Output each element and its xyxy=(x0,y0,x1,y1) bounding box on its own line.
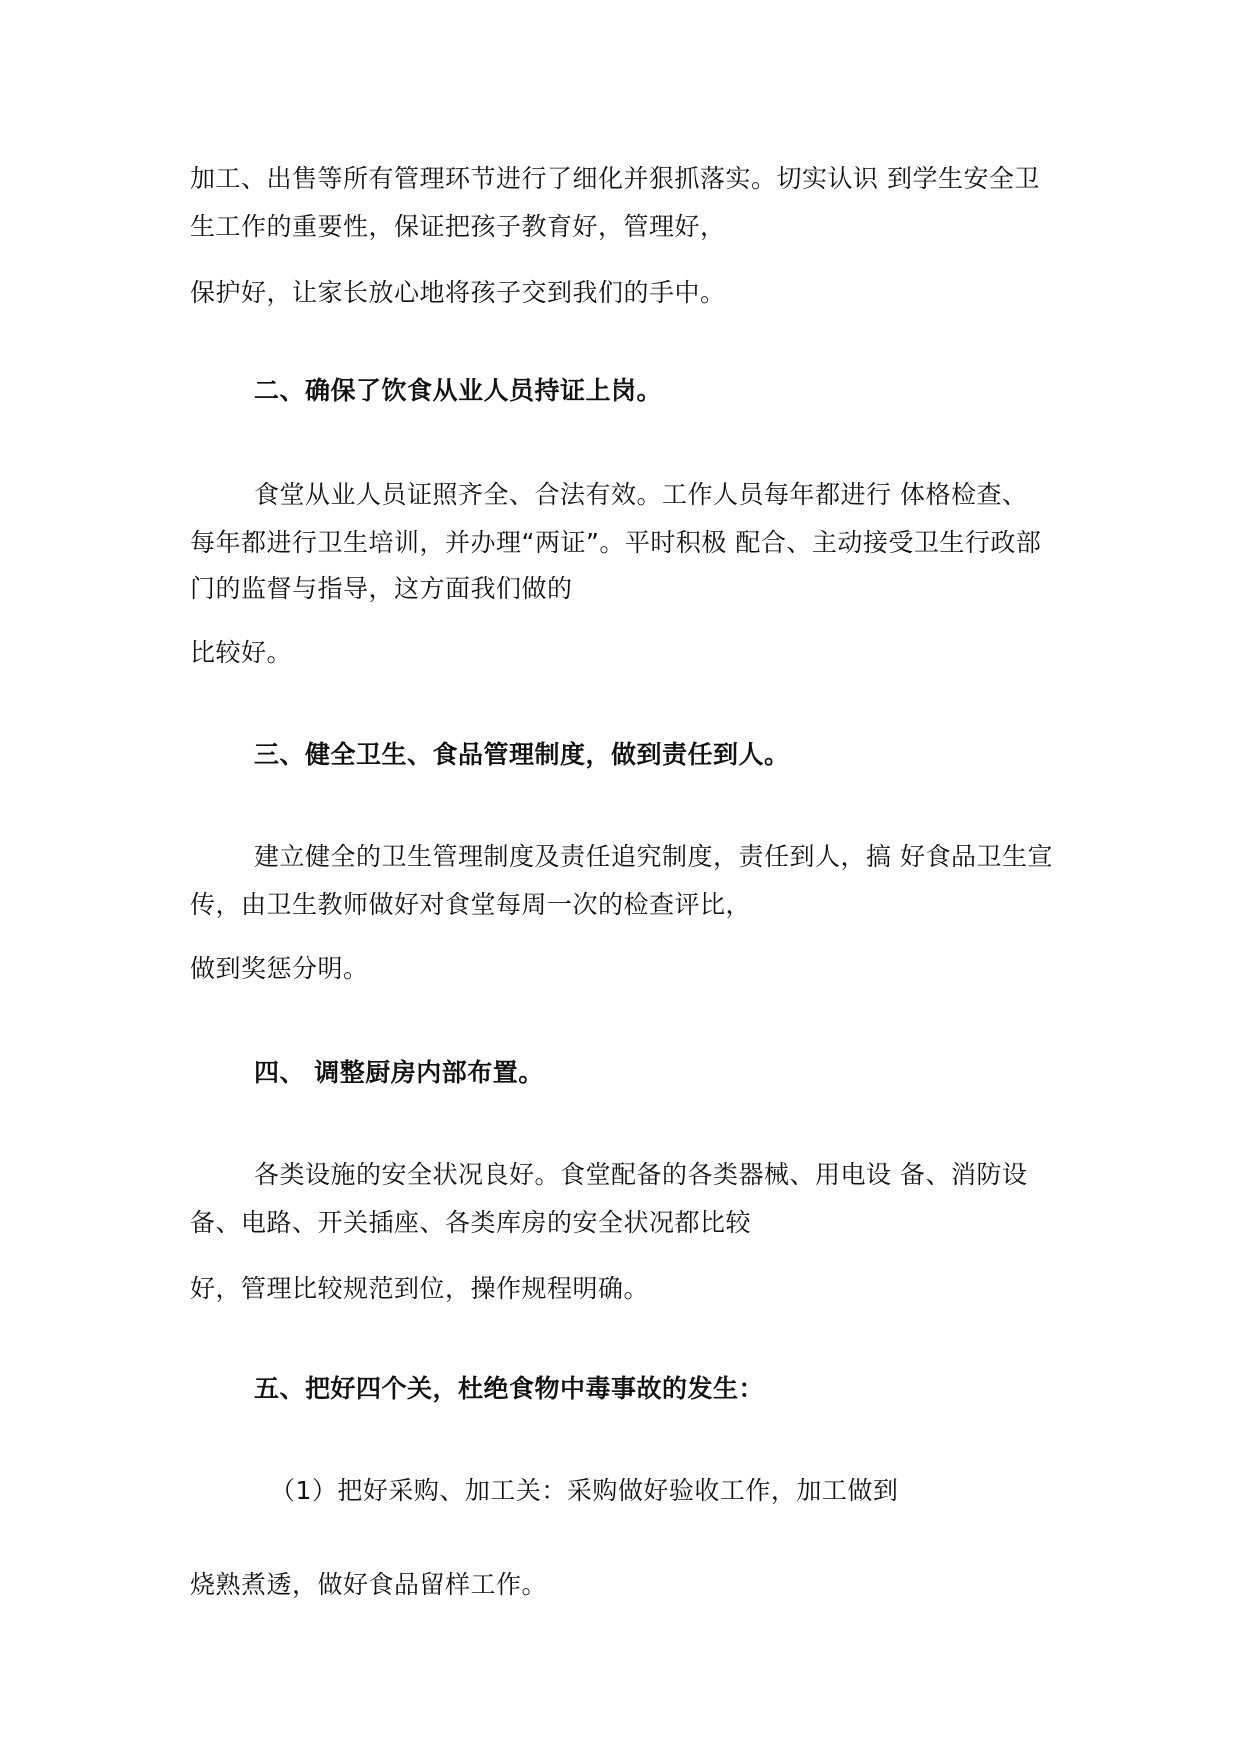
paragraph-line: 各类设施的安全状况良好。食堂配备的各类器械、用电设 备、消防设 xyxy=(254,1160,1028,1189)
section-heading: 四、 调整厨房内部布置。 xyxy=(254,1058,544,1087)
paragraph-line: 传，由卫生教师做好对食堂每周一次的检查评比， xyxy=(190,890,752,919)
paragraph-line: 比较好。 xyxy=(190,638,293,667)
paragraph-line: 每年都进行卫生培训，并办理“两证”。平时积极 配合、主动接受卫生行政部 xyxy=(190,528,1042,557)
paragraph-line: 加工、出售等所有管理环节进行了细化并狠抓落实。切实认识 到学生安全卫 xyxy=(190,164,1040,193)
section-heading: 二、确保了饮食从业人员持证上岗。 xyxy=(254,376,663,405)
paragraph-line: 保护好，让家长放心地将孩子交到我们的手中。 xyxy=(190,278,726,307)
section-heading: 三、健全卫生、食品管理制度，做到责任到人。 xyxy=(254,740,790,769)
paragraph-line: 备、电路、开关插座、各类库房的安全状况都比较 xyxy=(190,1208,752,1237)
paragraph-line: 好，管理比较规范到位，操作规程明确。 xyxy=(190,1274,650,1303)
paragraph-line: 门的监督与指导，这方面我们做的 xyxy=(190,574,573,603)
paragraph-line: 做到奖惩分明。 xyxy=(190,954,369,983)
paragraph-line: 建立健全的卫生管理制度及责任追究制度，责任到人，搞 好食品卫生宣 xyxy=(254,842,1053,871)
paragraph-line: （1）把好采购、加工关：采购做好验收工作，加工做到 xyxy=(270,1476,899,1505)
paragraph-line: 食堂从业人员证照齐全、合法有效。工作人员每年都进行 体格检查、 xyxy=(254,480,1028,509)
paragraph-line: 生工作的重要性，保证把孩子教育好，管理好， xyxy=(190,212,726,241)
paragraph-line: 烧熟煮透，做好食品留样工作。 xyxy=(190,1570,548,1599)
section-heading: 五、把好四个关，杜绝食物中毒事故的发生： xyxy=(254,1374,765,1403)
